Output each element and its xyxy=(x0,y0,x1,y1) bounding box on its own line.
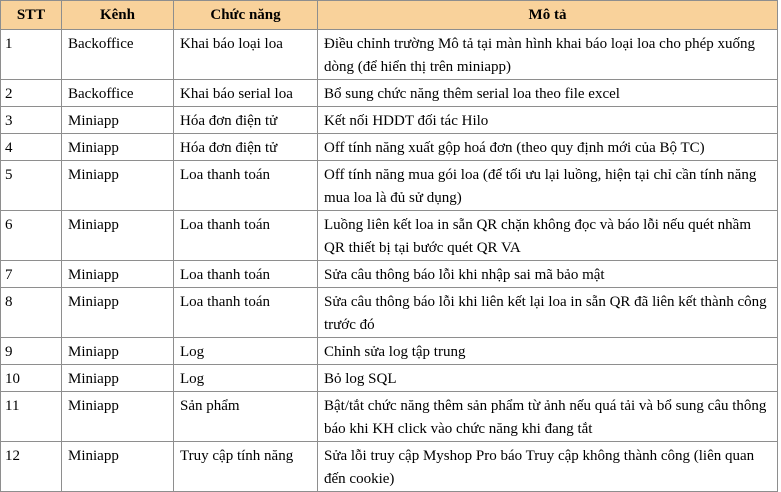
cell-mo-ta: Off tính năng xuất gộp hoá đơn (theo quy định mới của Bộ TC) xyxy=(318,134,778,161)
cell-kenh: Miniapp xyxy=(62,161,174,211)
header-stt: STT xyxy=(1,1,62,30)
cell-chuc-nang: Loa thanh toán xyxy=(174,261,318,288)
cell-mo-ta: Điều chỉnh trường Mô tả tại màn hình khai báo loại loa cho phép xuống dòng (để hiển thị trên miniapp) xyxy=(318,30,778,80)
cell-kenh: Miniapp xyxy=(62,134,174,161)
cell-stt: 11 xyxy=(1,392,62,442)
cell-kenh: Miniapp xyxy=(62,107,174,134)
table-row xyxy=(1,134,778,161)
cell-mo-ta: Chỉnh sửa log tập trung xyxy=(318,338,778,365)
header-kenh: Kênh xyxy=(62,1,174,30)
header-mo-ta: Mô tả xyxy=(318,1,778,30)
table-row xyxy=(1,261,778,288)
cell-chuc-nang: Truy cập tính năng xyxy=(174,442,318,492)
cell-mo-ta: Bổ sung chức năng thêm serial loa theo file excel xyxy=(318,80,778,107)
cell-chuc-nang: Log xyxy=(174,338,318,365)
cell-stt: 4 xyxy=(1,134,62,161)
table-row xyxy=(1,80,778,107)
cell-chuc-nang: Loa thanh toán xyxy=(174,211,318,261)
cell-stt: 5 xyxy=(1,161,62,211)
cell-chuc-nang: Loa thanh toán xyxy=(174,288,318,338)
cell-mo-ta: Kết nối HDDT đối tác Hilo xyxy=(318,107,778,134)
table-header-row xyxy=(1,1,778,30)
cell-chuc-nang: Log xyxy=(174,365,318,392)
cell-stt: 1 xyxy=(1,30,62,80)
cell-stt: 2 xyxy=(1,80,62,107)
table-row xyxy=(1,288,778,338)
cell-stt: 12 xyxy=(1,442,62,492)
cell-stt: 3 xyxy=(1,107,62,134)
cell-stt: 7 xyxy=(1,261,62,288)
cell-mo-ta: Sửa lỗi truy cập Myshop Pro báo Truy cập không thành công (liên quan đến cookie) xyxy=(318,442,778,492)
table-row xyxy=(1,161,778,211)
cell-mo-ta: Off tính năng mua gói loa (để tối ưu lại luồng, hiện tại chỉ cần tính năng mua loa là đủ sử dụng) xyxy=(318,161,778,211)
header-chuc-nang: Chức năng xyxy=(174,1,318,30)
cell-chuc-nang: Khai báo loại loa xyxy=(174,30,318,80)
cell-stt: 10 xyxy=(1,365,62,392)
cell-kenh: Backoffice xyxy=(62,30,174,80)
cell-stt: 8 xyxy=(1,288,62,338)
cell-mo-ta: Bỏ log SQL xyxy=(318,365,778,392)
cell-chuc-nang: Hóa đơn điện tử xyxy=(174,107,318,134)
table-row xyxy=(1,365,778,392)
table-row xyxy=(1,442,778,492)
cell-mo-ta: Bật/tắt chức năng thêm sản phẩm từ ảnh nếu quá tải và bổ sung câu thông báo khi KH click vào chức năng khi đang tắt xyxy=(318,392,778,442)
cell-chuc-nang: Loa thanh toán xyxy=(174,161,318,211)
cell-mo-ta: Luồng liên kết loa in sẵn QR chặn không đọc và báo lỗi nếu quét nhầm QR thiết bị tại bước quét QR VA xyxy=(318,211,778,261)
cell-mo-ta: Sửa câu thông báo lỗi khi liên kết lại loa in sẵn QR đã liên kết thành công trước đó xyxy=(318,288,778,338)
cell-kenh: Miniapp xyxy=(62,338,174,365)
cell-chuc-nang: Sản phẩm xyxy=(174,392,318,442)
cell-stt: 6 xyxy=(1,211,62,261)
table-row xyxy=(1,211,778,261)
cell-mo-ta: Sửa câu thông báo lỗi khi nhập sai mã bảo mật xyxy=(318,261,778,288)
table-row xyxy=(1,392,778,442)
cell-kenh: Miniapp xyxy=(62,392,174,442)
cell-kenh: Miniapp xyxy=(62,211,174,261)
cell-kenh: Miniapp xyxy=(62,261,174,288)
cell-kenh: Miniapp xyxy=(62,365,174,392)
cell-kenh: Miniapp xyxy=(62,288,174,338)
table-row xyxy=(1,107,778,134)
cell-chuc-nang: Hóa đơn điện tử xyxy=(174,134,318,161)
cell-chuc-nang: Khai báo serial loa xyxy=(174,80,318,107)
cell-kenh: Miniapp xyxy=(62,442,174,492)
cell-stt: 9 xyxy=(1,338,62,365)
table-row xyxy=(1,30,778,80)
table-row xyxy=(1,338,778,365)
cell-kenh: Backoffice xyxy=(62,80,174,107)
